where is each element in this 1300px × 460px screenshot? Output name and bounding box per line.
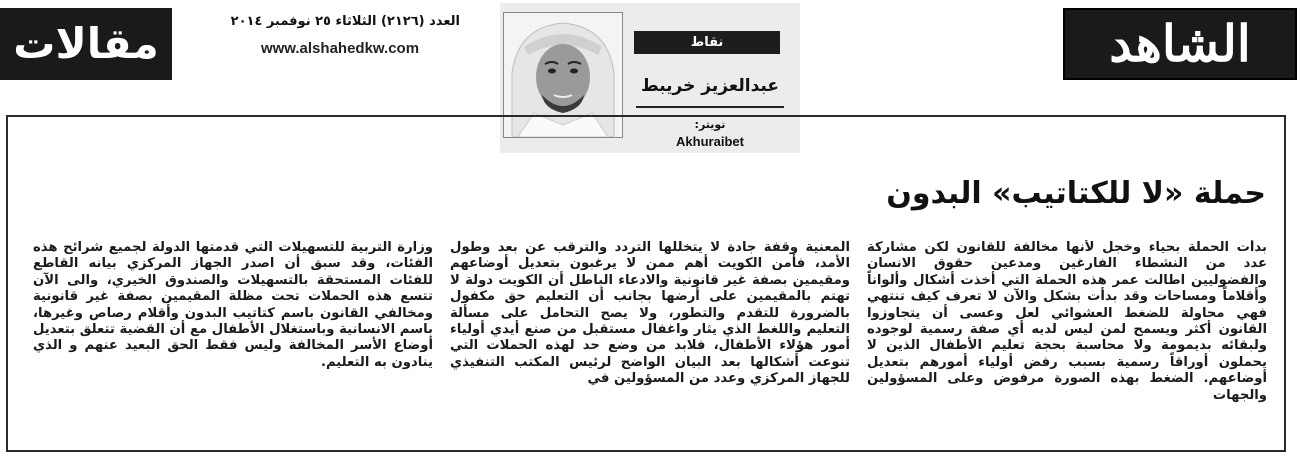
article-column-3 xyxy=(33,240,433,446)
twitter-label: تويتر: xyxy=(694,118,726,131)
article-paragraph: المعنية وقفة جادة لا يتخللها التردد والترقب عن بعد وطول الأمد، فأمن الكويت أهم ممن لا يرغبون بتعديل أوضاعهم ومقيمين بصفة غير قانونية والادعاء الباطل أن الكويت دولة لا تهتم بالمقيمين على أرضها بجانب أن التعليم حق مكفول بالضرورة للتقدم والتطور، ولا يصح التحامل على مسألة التعليم واللغط الذي يثار واغفال مستقبل من صنع أيدي أولياء أمور هؤلاء الأطفال، فلابد من وضع حد لهذه الحملات التي تنوعت أشكالها بعد البيان الواضح لرئيس المكتب التنفيذي للجهاز المركزي وعدد من المسؤولين في xyxy=(450,240,850,387)
article-headline: حملة «لا للكتاتيب» البدون xyxy=(886,176,1266,211)
article-column-1 xyxy=(867,240,1267,446)
author-name: عبدالعزيز خريبط xyxy=(641,76,779,96)
column-name-tag: نقاط xyxy=(634,31,780,54)
website-url[interactable]: www.alshahedkw.com xyxy=(260,40,420,57)
newspaper-logo: الشاهد xyxy=(1063,8,1297,80)
divider xyxy=(636,106,784,108)
twitter-handle[interactable]: Akhuraibet xyxy=(676,134,744,149)
article-paragraph: بدأت الحملة بحياء وخجل لأنها مخالفة للقانون لكن مشاركة عدد من النشطاء الفارغين ومدعين حقوق الانسان والفضوليين اطالت عمر هذه الحملة التي أخذت أشكال وألواناً وأقلاماً ومساحات وقد بدأت بشكل والآن لا تعرف كيف تنتهي فهي محاولة للضغط العشوائي لعل وعسى أن يتجاوزوا القانون أكثر ويسمح لمن ليس لديه أي صفة رسمية لوجوده ولبقائه بديمومة ولا محاسبة بحجة تعليم الأطفال الذين لا يحملون أوراقاً رسمية بسبب رفض أولياء أمورهم بتعديل أوضاعهم. الضغط بهذه الصورة مرفوض وعلى المسؤولين والجهات xyxy=(867,240,1267,403)
issue-date-line: العدد (٢١٢٦) الثلاثاء ٢٥ نوفمبر ٢٠١٤ xyxy=(230,14,460,29)
article-paragraph: وزارة التربية للتسهيلات التي قدمتها الدولة لجميع شرائح هذه الفئات، وقد سبق أن اصدر الجهاز المركزي بيانه القاطع للفئات المستحقة بالتسهيلات والصندوق الخيري، والى الآن تتسع هذه الحملات تحت مظلة المقيمين بصفة غير قانونية ومخالفي القانون باسم كتاتيب البدون وأقلام رصاص وغيرها، باسم الانسانية وباستغلال الأطفال مع أن القضية تتعلق بتعديل أوضاع الأسر المخالفة وليس فقط الحق البعيد عنهم و الذي ينادون به التعليم. xyxy=(33,240,433,370)
section-logo: مقالات xyxy=(0,8,172,80)
article-column-2 xyxy=(450,240,850,446)
